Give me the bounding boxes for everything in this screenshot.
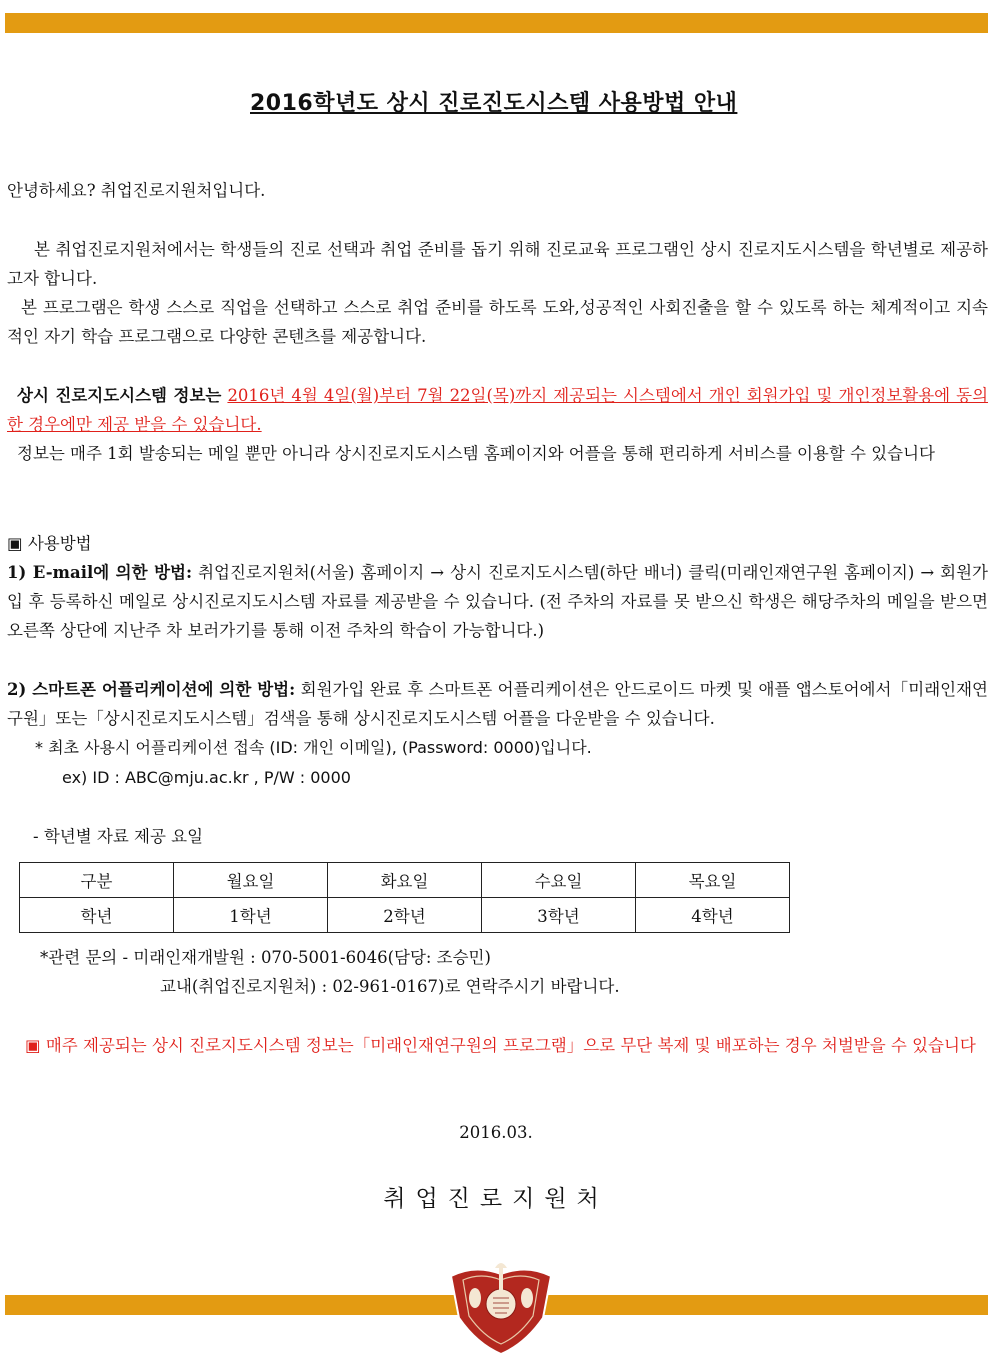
schedule-table xyxy=(19,862,790,933)
schedule-cell: 1학년 xyxy=(174,898,328,933)
login-example: ex) ID : ABC@mju.ac.kr , P/W : 0000 xyxy=(62,768,351,787)
contact-line-1: *관련 문의 - 미래인재개발원 : 070-5001-6046(담당: 조승민) xyxy=(40,948,491,967)
schedule-header-cell: 구분 xyxy=(20,863,174,898)
schedule-header-cell: 목요일 xyxy=(636,863,790,898)
method-1-paragraph xyxy=(7,558,988,645)
method-2-paragraph xyxy=(7,675,988,733)
notice-period-condition: 2016년 4월 4일(월)부터 7월 22일(목)까지 제공되는 시스템에서 개인 회원가입 및 개인정보활용에 동의한 경우에만 제공 받을 수 있습니다. xyxy=(7,386,989,434)
schedule-header-cell: 화요일 xyxy=(328,863,482,898)
notice-lead: 상시 진로지도시스템 정보는 xyxy=(17,386,222,405)
contact-line-2: 교내(취업진로지원처) : 02-961-0167)로 연락주시기 바랍니다. xyxy=(160,977,620,996)
greeting: 안녕하세요? 취업진로지원처입니다. xyxy=(7,181,266,200)
copyright-warning: ▣ 매주 제공되는 상시 진로지도시스템 정보는「미래인재연구원의 프로그램」으로 무단 복제 및 배포하는 경우 처벌받을 수 있습니다 xyxy=(25,1036,976,1055)
method-1-text: 취업진로지원처(서울) 홈페이지 → 상시 진로지도시스템(하단 배너) 클릭(미래인재연구원 홈페이지) → 회원가입 후 등록하신 메일로 상시진로지도시스템 자료를 제공받을 수 있습니다. (전 주차의 자료를 못 받으신 학생은 해당주차의 메일을 받으면 오른쪽 상단에 지난주 차 보러가기를 통해 이전 주차의 학습이 가능합니다.) xyxy=(7,563,988,640)
schedule-cell: 학년 xyxy=(20,898,174,933)
method-2-text: 회원가입 완료 후 스마트폰 어플리케이션은 안드로이드 마켓 및 애플 앱스토어에서「미래인재연구원」또는「상시진로지도시스템」검색을 통해 상시진로지도시스템 어플을 다운받을 수 있습니다. xyxy=(7,680,988,728)
schedule-header-cell: 월요일 xyxy=(174,863,328,898)
schedule-header-cell: 수요일 xyxy=(482,863,636,898)
intro-paragraph-1: 본 취업진로지원처에서는 학생들의 진로 선택과 취업 준비를 돕기 위해 진로교육 프로그램인 상시 진로지도시스템을 학년별로 제공하고자 합니다. xyxy=(7,240,988,288)
method-2-label: 2) 스마트폰 어플리케이션에 의한 방법: xyxy=(7,680,296,699)
schedule-data-row xyxy=(20,898,790,933)
issue-date: 2016.03. xyxy=(459,1123,533,1142)
page-title: 2016학년도 상시 진로진도시스템 사용방법 안내 xyxy=(250,91,738,116)
intro-paragraph-2: 본 프로그램은 학생 스스로 직업을 선택하고 스스로 취업 준비를 하도록 도와,성공적인 사회진출을 할 수 있도록 하는 체계적이고 지속적인 자기 학습 프로그램으로 다양한 콘텐츠를 제공합니다. xyxy=(7,298,988,346)
university-emblem xyxy=(445,1258,557,1358)
schedule-cell: 4학년 xyxy=(636,898,790,933)
schedule-cell: 3학년 xyxy=(482,898,636,933)
method-1-label: 1) E-mail에 의한 방법: xyxy=(7,563,193,582)
usage-heading: ▣ 사용방법 xyxy=(7,534,92,553)
top-accent-bar xyxy=(5,13,988,33)
first-use-note: * 최초 사용시 어플리케이션 접속 (ID: 개인 이메일), (Password: 0000)입니다. xyxy=(35,738,592,757)
schedule-cell: 2학년 xyxy=(328,898,482,933)
organization-name: 취업진로지원처 xyxy=(383,1186,609,1212)
notice-followup: 정보는 매주 1회 발송되는 메일 뿐만 아니라 상시진로지도시스템 홈페이지와 어플을 통해 편리하게 서비스를 이용할 수 있습니다 xyxy=(17,444,935,463)
notice-paragraph xyxy=(7,381,988,439)
schedule-header-row xyxy=(20,863,790,898)
schedule-caption: - 학년별 자료 제공 요일 xyxy=(33,827,204,846)
